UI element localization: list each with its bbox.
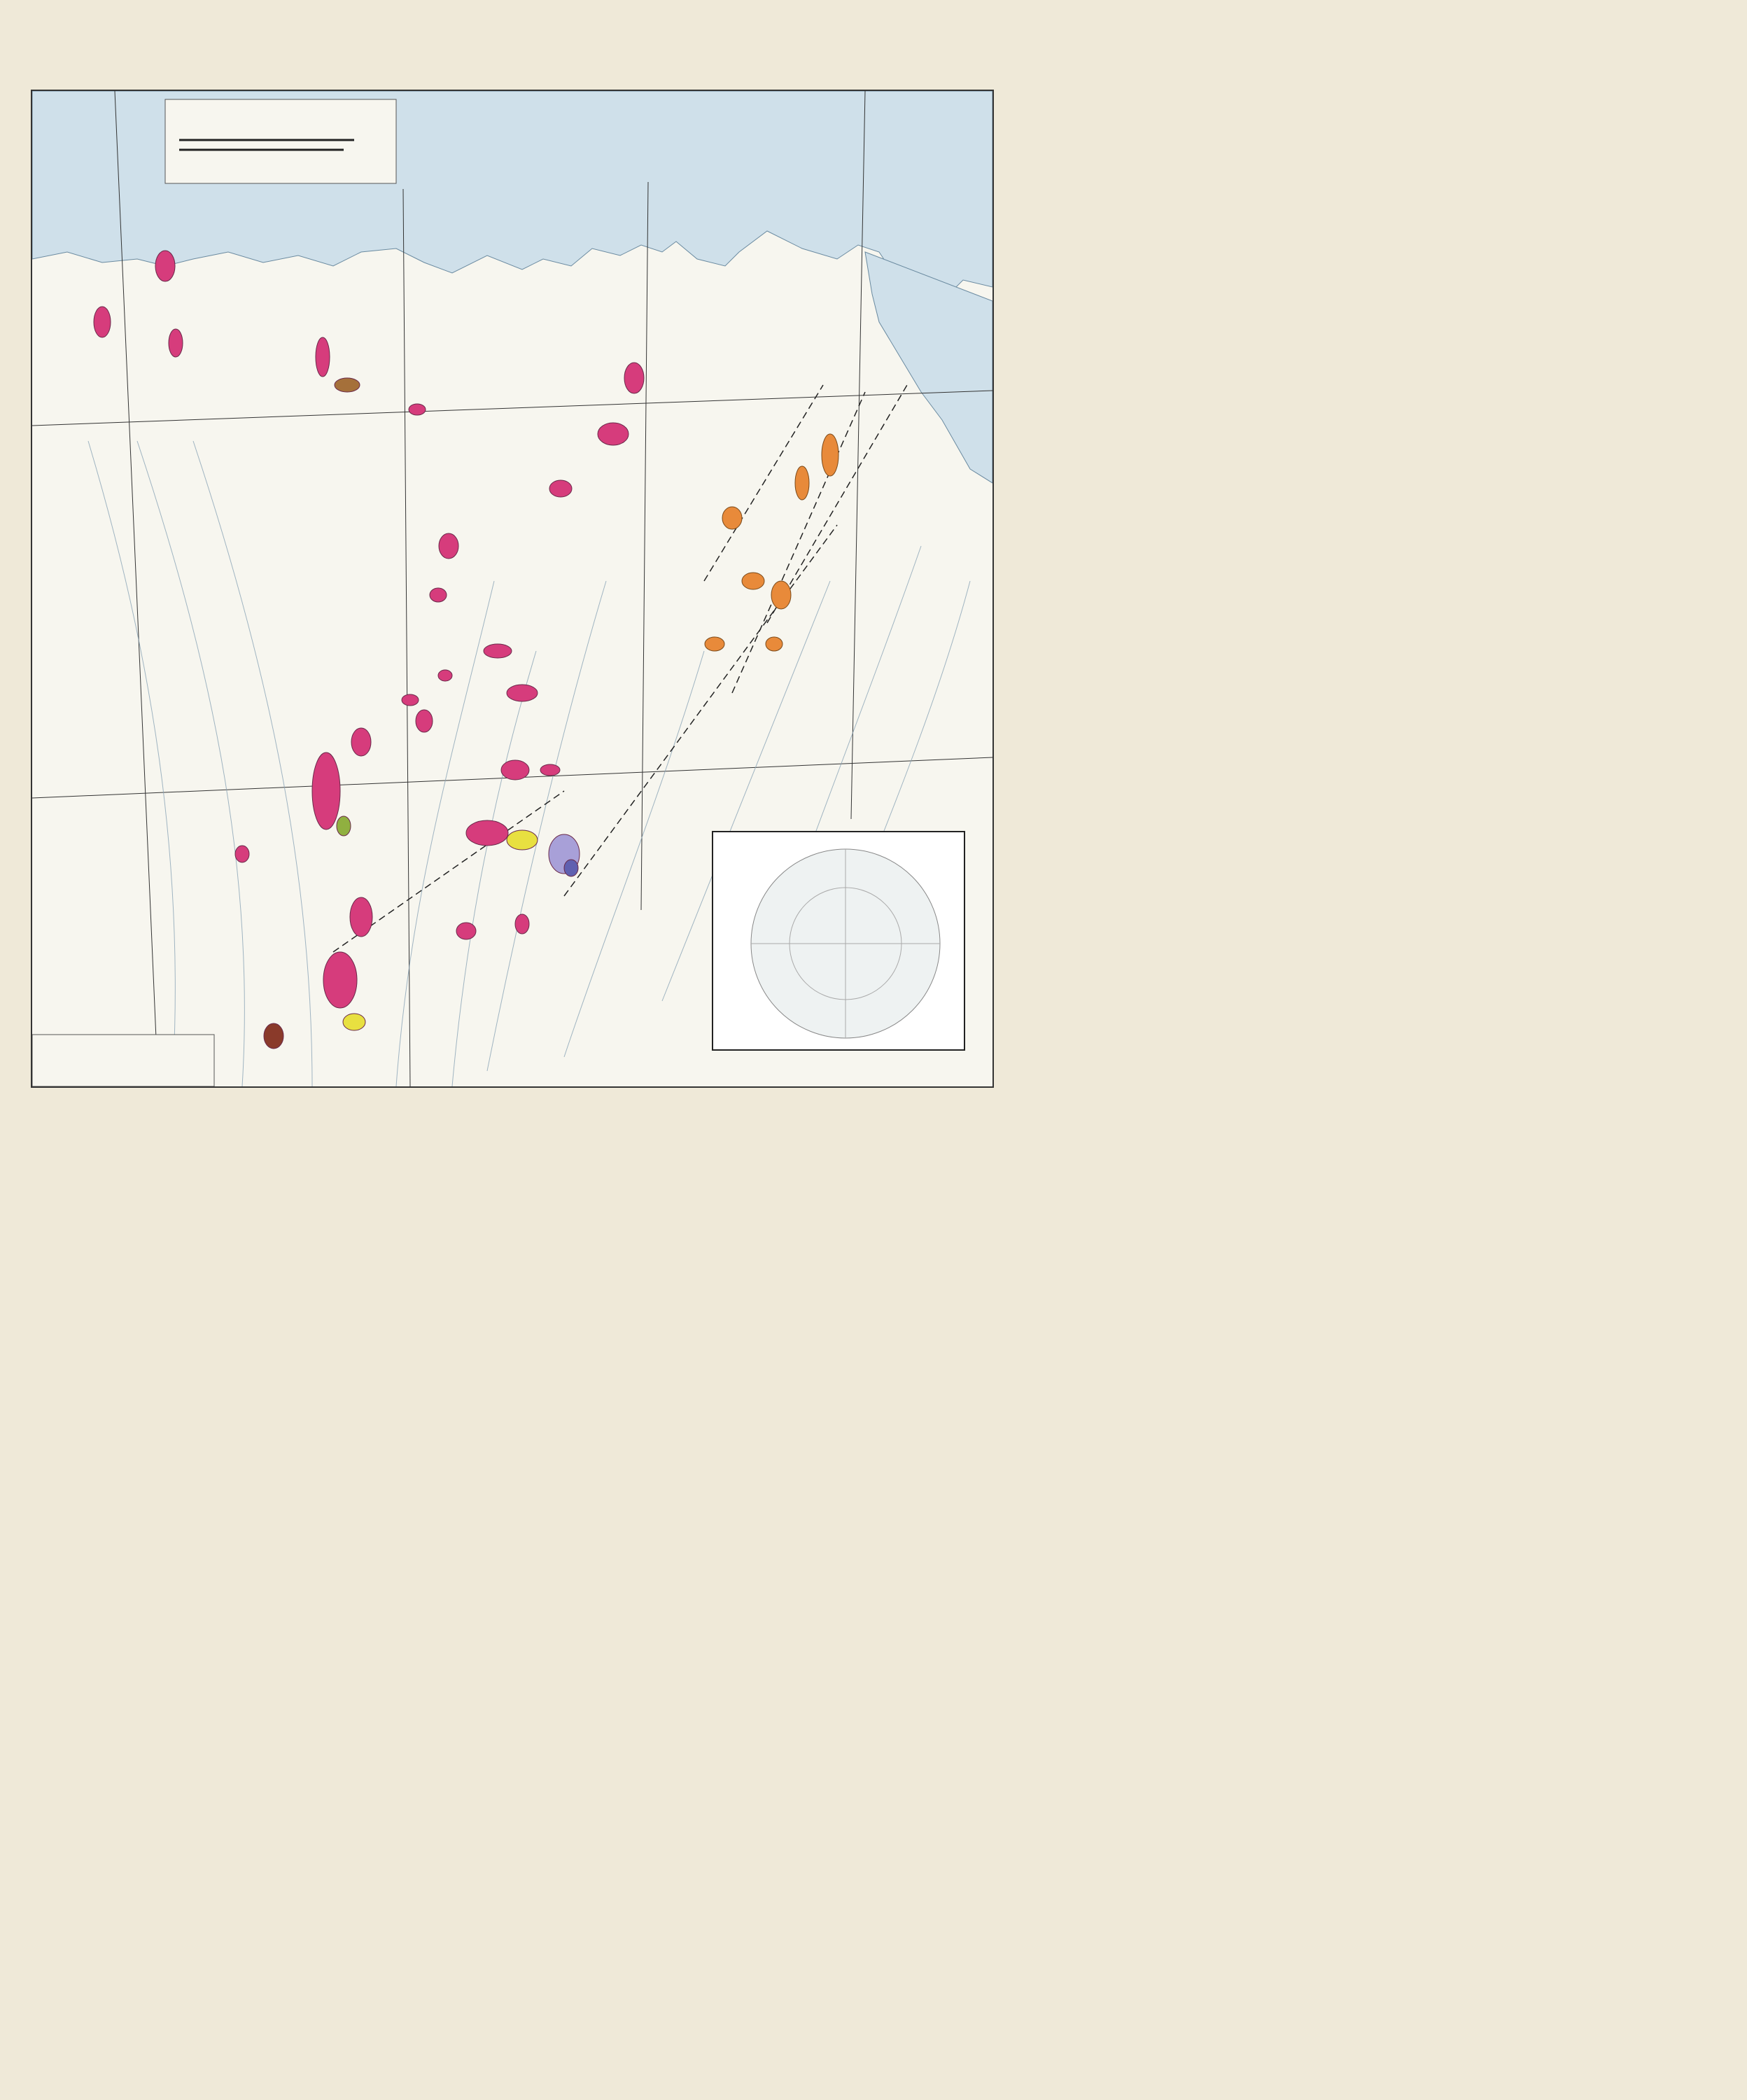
- outcrop-mt-schumacher: [312, 752, 340, 830]
- outcrop-boreas: [155, 251, 175, 281]
- scale-bar: [165, 99, 396, 183]
- explanation: [1043, 91, 1407, 1085]
- outcrop-pyramiden: [264, 1023, 283, 1049]
- outcrop-roberts-knoll: [316, 337, 330, 377]
- volcanic-outcrops: [705, 434, 839, 651]
- source-box: [32, 1035, 214, 1086]
- bedrock-exposures: [94, 251, 644, 1049]
- geologic-map[interactable]: [31, 90, 994, 1088]
- map-canvas: [32, 91, 992, 1086]
- ice-shelf-east: [865, 252, 992, 483]
- index-map: [713, 832, 964, 1050]
